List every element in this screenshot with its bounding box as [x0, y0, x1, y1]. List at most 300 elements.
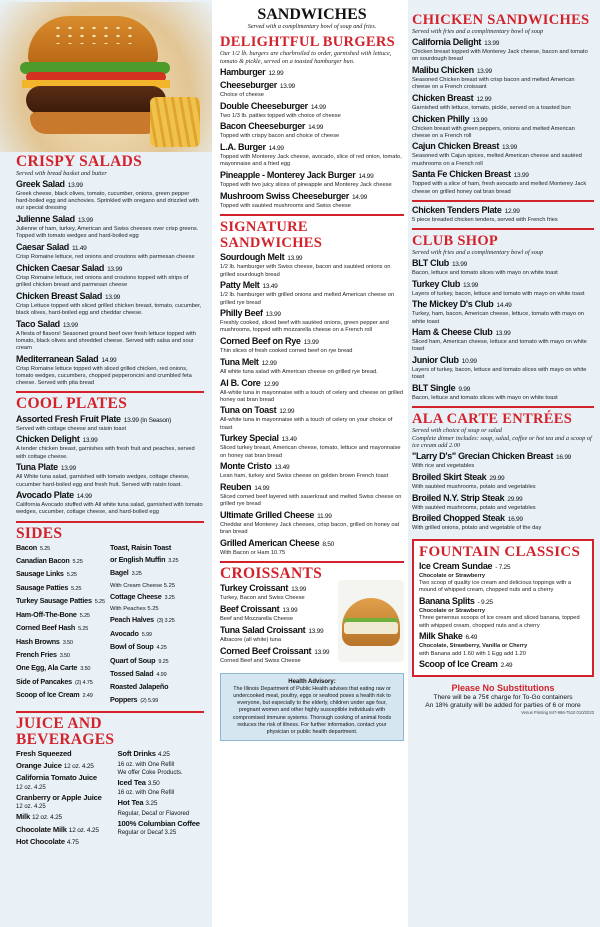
item-price: 13.99	[495, 330, 511, 338]
divider	[412, 406, 594, 408]
item-price: 13.99	[308, 627, 324, 635]
item-title	[412, 258, 594, 270]
menu-item	[220, 80, 404, 99]
item-option: Chocolate or Strawberry	[419, 608, 486, 615]
menu-item	[220, 461, 404, 480]
item-name: Ham & Cheese Club	[412, 327, 493, 338]
item-description: Chicken breast with green peppers, onions and melted American cheese on a French roll	[412, 125, 575, 139]
item-name: Greek Salad	[16, 179, 65, 189]
menu-item	[220, 433, 404, 459]
item-description: Freshly cooked, sliced beef with sautéed onions, green pepper and mushrooms, topped with mozzarella cheese on a French roll	[220, 320, 389, 334]
item-title	[16, 263, 204, 275]
menu-item	[220, 538, 404, 557]
side-item	[110, 542, 204, 554]
item-description: Bacon, lettuce and tomato slices with mayo on white toast	[412, 395, 558, 402]
item-name: Ice Cream Sundae	[419, 561, 493, 572]
item-price: 13.99	[502, 144, 518, 152]
item-title	[16, 291, 204, 303]
side-item	[16, 622, 110, 635]
item-name: Scoop of Ice Cream	[419, 659, 498, 670]
menu-item	[412, 279, 594, 298]
item-title	[412, 383, 594, 395]
item-price: 12.99	[279, 408, 295, 416]
beverage-name: Iced Tea	[117, 777, 146, 787]
item-description: Seasoned Chicken breast with crisp bacon and melted American cheese on a French croissant	[412, 76, 575, 91]
beverage-price: 12 oz. 4.25	[68, 826, 99, 834]
item-title	[220, 357, 404, 369]
menu-item	[220, 378, 404, 404]
item-name: Tuna Plate	[16, 462, 58, 473]
item-description: Topped with sautéed mushrooms and Swiss cheese	[220, 202, 351, 209]
item-description: All-white tuna in mayonnaise with a touch of celery and cheese on grilled honey oat bran bread	[220, 389, 404, 403]
page-subtitle: Served with a complimentary bowl of soup and fries.	[247, 24, 377, 30]
item-title	[16, 434, 204, 446]
item-name: Banana Splits	[419, 596, 475, 607]
item-title	[220, 280, 404, 292]
item-description: Bacon, lettuce and tomato slices with mayo on white toast	[412, 269, 558, 276]
beverage-name: Fresh Squeezed	[16, 749, 72, 759]
item-price: 11.49	[71, 245, 87, 253]
item-title	[220, 625, 340, 637]
item-title	[412, 65, 594, 77]
item-name: Monte Cristo	[220, 461, 272, 472]
no-substitutions: Please No Substitutions	[451, 683, 555, 694]
menu-item	[220, 121, 404, 140]
item-title	[220, 378, 404, 390]
item-title	[412, 493, 594, 505]
item-name: Chicken Caesar Salad	[16, 262, 105, 273]
beverage-name: Orange Juice	[16, 760, 62, 770]
item-name: "Larry D's" Grecian Chicken Breast	[412, 451, 554, 462]
item-description: Two scoop of quality ice cream and delicious toppings with a mound of whipped cream, chopped nuts and a cherry	[419, 580, 572, 594]
beverage-item	[16, 760, 118, 773]
item-title	[412, 169, 594, 181]
item-name: Cheeseburger	[220, 80, 277, 90]
beverage-price: 4.25	[157, 751, 170, 759]
menu-item	[220, 308, 404, 334]
beverage-name: Soft Drinks	[117, 749, 156, 759]
item-name: Turkey Club	[412, 278, 461, 289]
item-description: Sliced ham, American cheese, lettuce and tomato with mayo on white toast	[412, 339, 587, 353]
gratuity-note: An 18% gratuity will be added for parties of 6 or more	[425, 702, 581, 710]
item-name: BLT Club	[412, 257, 449, 268]
side-item	[16, 689, 110, 702]
side-item	[16, 555, 110, 568]
section-subtitle: Served with fries and a complimentary bowl of soup	[412, 248, 544, 256]
side-name: Avocado	[110, 628, 139, 638]
item-description: Chicken breast topped with Monterey Jack cheese, bacon and tomato on sourdough bread	[412, 49, 588, 63]
item-price: - 9.25	[477, 599, 493, 607]
section-subtitle-2: Complete dinner includes: soup, salad, coffee or hot tea and a scoop of ice cream add 2.00	[412, 434, 592, 450]
side-name: Bacon	[16, 542, 37, 552]
item-description: Albacore (all white) tuna	[220, 636, 282, 643]
beverage-note: 16 oz. with One Refill	[117, 761, 175, 768]
item-title	[220, 336, 404, 348]
section-title: CROISSANTS	[220, 564, 323, 582]
side-name: Peach Halves	[110, 615, 154, 625]
beverage-item	[16, 748, 118, 760]
item-price: 12.99	[504, 207, 520, 215]
item-description: Turkey, Bacon and Swiss Cheese	[220, 595, 305, 602]
entrees-section	[412, 411, 594, 532]
item-price: 13.99	[314, 648, 330, 656]
beverage-item	[16, 836, 118, 849]
item-title	[220, 80, 404, 92]
item-title	[220, 433, 404, 445]
side-price: 3.50	[62, 639, 73, 646]
burger-photo	[0, 2, 212, 152]
menu-item	[412, 169, 594, 195]
item-title	[16, 214, 204, 226]
side-price: 3.50	[80, 666, 91, 673]
side-price: 3.50	[59, 652, 70, 659]
item-name: Philly Beef	[220, 308, 263, 319]
side-item	[16, 649, 110, 662]
menu-item	[16, 263, 204, 289]
item-title	[220, 510, 404, 522]
side-name: Sausage Links	[16, 569, 64, 579]
menu-item	[412, 451, 594, 470]
menu-item	[16, 434, 204, 460]
side-price: (3) 3.25	[156, 618, 175, 625]
side-item	[110, 628, 204, 641]
item-description: 1/2 lb. hamburger with grilled onions and melted American cheese on grilled rye bread	[220, 292, 395, 306]
beverage-name: California Tomato Juice	[16, 773, 97, 783]
item-price: 13.99	[287, 255, 303, 263]
item-title	[220, 191, 404, 203]
side-note: With Peaches 5.25	[110, 606, 159, 613]
side-name: Tossed Salad	[110, 668, 154, 678]
item-option: Chocolate or Strawberry	[419, 573, 486, 580]
item-title	[16, 354, 204, 366]
beverage-name: 100% Columbian Coffee	[117, 818, 200, 828]
item-price: 13.99	[484, 40, 500, 47]
side-name: Toast, Raisin Toast	[110, 542, 172, 552]
item-description: Seasoned with Cajun spices, melted American cheese and sautéed mushrooms on a French roll	[412, 153, 582, 167]
beverage-name: Cranberry or Apple Juice	[16, 792, 102, 802]
menu-item	[220, 67, 404, 79]
section-title: DELIGHTFUL BURGERS	[220, 34, 396, 50]
item-title	[220, 583, 340, 595]
menu-item	[412, 472, 594, 491]
item-description: Greek cheese, black olives, tomato, cucumber, onions, green pepper hard-boiled egg and anchovies. Sprinkled with oregano and drizzled with our special dressing	[16, 191, 199, 212]
menu-item	[412, 258, 594, 277]
item-price: 13.49	[262, 283, 278, 291]
side-price: 5.25	[72, 559, 83, 566]
item-description: Sliced turkey breast, American cheese, tomato, lettuce and mayonnaise on honey oat bran bread	[220, 445, 401, 459]
item-title	[220, 67, 404, 79]
side-item	[16, 542, 110, 555]
menu-item	[412, 299, 594, 325]
side-item	[110, 655, 204, 668]
item-price: 29.99	[489, 474, 505, 482]
item-description: All white tuna salad with American cheese on grilled rye bread.	[220, 368, 378, 375]
divider	[16, 711, 204, 713]
menu-item	[220, 170, 404, 189]
left-column	[0, 0, 212, 927]
item-title	[419, 631, 587, 643]
beverage-item	[118, 818, 204, 830]
club-section	[412, 233, 594, 402]
item-option: Chocolate, Strawberry, Vanilla or Cherry	[419, 643, 528, 650]
menu-item	[220, 405, 404, 431]
item-name: Hamburger	[220, 66, 266, 77]
item-title	[220, 461, 404, 473]
side-item	[110, 614, 204, 627]
item-name: Patty Melt	[220, 280, 260, 291]
item-name: Chicken Breast Salad	[16, 290, 103, 301]
side-price: 3.25	[168, 558, 179, 565]
side-item	[110, 554, 204, 567]
menu-item	[16, 462, 204, 488]
side-price: 5.25	[39, 545, 51, 552]
page-title: SANDWICHES	[257, 6, 367, 23]
item-name: Julienne Salad	[16, 214, 75, 225]
item-price: 14.99	[268, 145, 284, 153]
side-price: 5.25	[66, 572, 77, 579]
item-price: 14.99	[351, 193, 367, 201]
side-name: or English Muffin	[110, 555, 166, 565]
divider	[16, 391, 204, 393]
item-name: Turkey Croissant	[220, 583, 289, 594]
item-price: 10.99	[461, 358, 477, 366]
side-price: 3.25	[131, 571, 142, 578]
item-description: With Bacon or Ham 10.75	[220, 549, 286, 556]
item-name: Avocado Plate	[16, 490, 74, 501]
section-title: FOUNTAIN CLASSICS	[419, 543, 581, 560]
side-price: 2.49	[82, 693, 93, 700]
item-price: 13.99	[82, 437, 98, 445]
item-name: Chicken Philly	[412, 113, 470, 124]
item-description: Served with cottage cheese and raisin toast	[16, 425, 127, 432]
beverage-note: We offer Coke Products.	[117, 769, 183, 776]
item-price: 13.99	[279, 83, 295, 90]
chicken-section	[412, 12, 594, 224]
side-name: Sausage Patties	[16, 582, 69, 592]
item-title	[412, 327, 594, 339]
beverage-name: Chocolate Milk	[16, 824, 67, 834]
beverage-price: 3.25	[145, 800, 158, 808]
item-price: 13.99	[513, 172, 529, 180]
item-name: Taco Salad	[16, 318, 60, 329]
item-description: California Avocado stuffed with All white tuna salad, garnished with tomato wedges, cucumber, cottage cheese, and hard-boiled egg	[16, 502, 203, 516]
menu-item	[220, 510, 404, 536]
menu-item	[16, 179, 204, 213]
item-description: Topped with Monterey Jack cheese, avocado, slice of red onion, tomato, mayonnaise and a fried egg	[220, 154, 402, 168]
side-name: Hash Browns	[16, 636, 60, 646]
section-subtitle: Served with choice of soup or salad	[412, 427, 502, 435]
item-description: All White tuna salad, garnished with tomato wedges, cottage cheese, cucumber hard-boiled egg and fresh fruit. Served with raisin toast.	[16, 474, 190, 488]
side-price: 5.99	[141, 631, 152, 638]
divider	[412, 228, 594, 230]
cool-plates-section	[16, 396, 204, 516]
item-title	[419, 561, 587, 573]
beverage-note: 12 oz. 4.25	[16, 804, 46, 811]
item-title	[412, 141, 594, 153]
item-price: 13.99	[451, 260, 467, 268]
item-title	[16, 414, 204, 426]
section-title: SIDES	[16, 524, 63, 542]
beverage-note: Regular, Decaf or Flavored	[117, 810, 190, 817]
item-title	[16, 462, 204, 474]
item-price: 12.99	[268, 69, 284, 77]
section-subtitle: Our 1/2 lb. burgers are charbroiled to order, garnished with lettuce, tomato & pickle, served on a toasted hamburger bun.	[220, 50, 392, 65]
menu-item	[16, 354, 204, 388]
item-price: 13.99	[107, 265, 123, 273]
item-description: With sautéed mushrooms, potato and vegetables	[412, 504, 536, 511]
menu-item	[412, 93, 594, 112]
item-name: Broiled Chopped Steak	[412, 513, 505, 524]
item-title	[16, 319, 204, 331]
item-description: Corned Beef and Swiss Cheese	[220, 657, 301, 664]
item-name: Beef Croissant	[220, 604, 280, 615]
side-name: Corned Beef Hash	[16, 623, 76, 633]
item-price: 13.49	[274, 464, 290, 472]
item-title	[220, 170, 404, 182]
side-name: Quart of Soup	[110, 655, 156, 665]
side-item	[16, 676, 110, 689]
menu-item	[16, 319, 204, 353]
section-subtitle: Served with bread basket and butter	[16, 170, 107, 177]
section-title: SIGNATURE SANDWICHES	[220, 218, 323, 251]
item-price: 16.99	[556, 454, 572, 462]
item-title	[220, 142, 404, 154]
item-description: Three generous scoops of ice cream and sliced banana, topped with whipped cream, chopped nuts and a cherry	[419, 615, 580, 629]
item-price: 12.99	[261, 359, 277, 367]
beverage-note: 16 oz. with One Refill	[117, 790, 175, 797]
item-description: Topped with two juicy slices of pineapple and Monterey Jack cheese	[220, 182, 392, 189]
item-title	[16, 242, 204, 254]
item-name: Chicken Tenders Plate	[412, 204, 502, 215]
item-description: With sautéed mushrooms, potato and vegetables	[412, 483, 536, 490]
item-title	[220, 101, 404, 113]
item-name: Milk Shake	[419, 631, 463, 642]
item-name: Mushroom Swiss Cheeseburger	[220, 190, 349, 201]
item-price: 13.99	[60, 465, 76, 473]
section-subtitle: Served with fries and a complimentary bowl of soup	[412, 28, 544, 35]
beverage-item	[16, 792, 118, 804]
burgers-section	[220, 34, 404, 210]
item-name: Grilled American Cheese	[220, 537, 320, 548]
crispy-salads-section	[16, 154, 204, 387]
menu-item	[412, 327, 594, 353]
item-name: Turkey Special	[220, 433, 279, 444]
juice-section	[16, 716, 204, 849]
item-title	[412, 93, 594, 105]
item-price: 14.99	[254, 484, 270, 492]
printer-credit: Venus Printing 847-966-7510 010/2023	[521, 710, 594, 716]
beverage-price: 4.75	[66, 839, 79, 847]
sides-section	[16, 526, 204, 707]
fountain-classics-box	[412, 539, 594, 678]
item-title	[220, 308, 404, 320]
item-title	[412, 451, 594, 463]
section-title: JUICE AND BEVERAGES	[16, 715, 115, 749]
menu-item	[16, 414, 204, 433]
item-price: 29.99	[507, 495, 523, 503]
side-name: Scoop of Ice Cream	[16, 690, 80, 700]
right-column	[408, 0, 600, 927]
item-description: Layers of turkey, bacon, lettuce and tomato slices with mayo on white toast	[412, 367, 587, 381]
item-name: Ultimate Grilled Cheese	[220, 509, 315, 520]
item-description: Two 1/3 lb. patties topped with choice of cheese	[220, 112, 341, 119]
item-name: Broiled N.Y. Strip Steak	[412, 492, 505, 503]
item-description: Julienne of ham, turkey, American and Swiss cheeses over crisp greens. Topped with tomato wedges and hard-boiled egg	[16, 226, 199, 240]
item-description: A tender chicken breast, garnishes with fresh fruit and peaches, served with cottage cheese.	[16, 446, 195, 460]
item-price: 13.99	[463, 281, 479, 289]
item-price: 13.99	[476, 67, 492, 75]
item-name: Bacon Cheeseburger	[220, 121, 306, 132]
menu-item	[16, 291, 204, 317]
menu-item	[16, 242, 204, 261]
menu-item	[220, 252, 404, 278]
item-name: Malibu Chicken	[412, 64, 474, 75]
item-title	[412, 279, 594, 291]
menu-item	[412, 513, 594, 532]
item-description: Beef and Mozzarella Cheese	[220, 616, 294, 623]
item-price: 2.49	[500, 662, 513, 670]
beverage-note: Regular or Decaf 3.25	[117, 830, 177, 837]
menu-item	[220, 482, 404, 508]
side-item	[16, 595, 110, 608]
menu-item	[220, 142, 404, 168]
item-name: Corned Beef Croissant	[220, 645, 312, 656]
menu-item	[16, 490, 204, 516]
menu-item	[419, 659, 587, 671]
item-name: Cajun Chicken Breast	[412, 141, 500, 152]
item-price: 14.99	[308, 124, 324, 132]
menu-item	[220, 191, 404, 210]
menu-item	[220, 280, 404, 306]
side-name: Poppers	[110, 694, 138, 704]
item-description: With grilled onions, potato and vegetable of the day	[412, 525, 542, 532]
menu-item	[419, 561, 587, 595]
item-name: Chicken Breast	[412, 92, 474, 103]
item-name: Sourdough Melt	[220, 252, 285, 263]
item-description: Garnished with lettuce, tomato, pickle, served on a toasted bun	[412, 104, 571, 111]
divider	[220, 214, 404, 216]
divider	[16, 521, 204, 523]
item-name: Junior Club	[412, 355, 459, 366]
side-price: 9.25	[158, 658, 169, 665]
item-price: 13.99	[291, 586, 307, 594]
item-description: Lean ham, turkey and Swiss cheese on golden brown French toast	[220, 473, 389, 480]
side-name: Roasted Jalapeño	[110, 682, 169, 692]
item-description: Crisp Lettuce topped with sliced grilled chicken breast, tomato, cucumber, black olives, hard-boiled egg and cheddar cheese.	[16, 302, 202, 316]
item-title	[412, 355, 594, 367]
side-name: One Egg, Ala Carte	[16, 663, 78, 673]
item-name: Chicken Delight	[16, 434, 80, 445]
side-item	[110, 668, 204, 681]
item-title	[220, 646, 340, 658]
item-title	[220, 604, 340, 616]
item-description: with Banana add 1.60 with 1 Egg add 1.20	[419, 650, 526, 657]
side-item	[110, 681, 204, 693]
item-name: BLT Single	[412, 383, 456, 394]
side-name: Canadian Bacon	[16, 556, 70, 566]
item-description: Crisp Romaine lettuce, red onions and croutons with parmesan cheese	[16, 254, 195, 261]
menu-item	[412, 493, 594, 512]
menu-item	[220, 357, 404, 376]
croissant-photo	[338, 580, 404, 662]
menu-item	[419, 631, 587, 657]
side-price: (2) 5.99	[140, 697, 159, 704]
beverage-name: Milk	[16, 812, 30, 822]
beverage-item	[16, 772, 118, 784]
signature-section	[220, 219, 404, 557]
item-title	[220, 252, 404, 264]
item-description: Crisp Romaine lettuce topped with sliced grilled chicken, red onions, tomato wedges, cucumbers, chopped pepperoncini and crumbled feta cheese. Served with pita bread	[16, 365, 192, 387]
